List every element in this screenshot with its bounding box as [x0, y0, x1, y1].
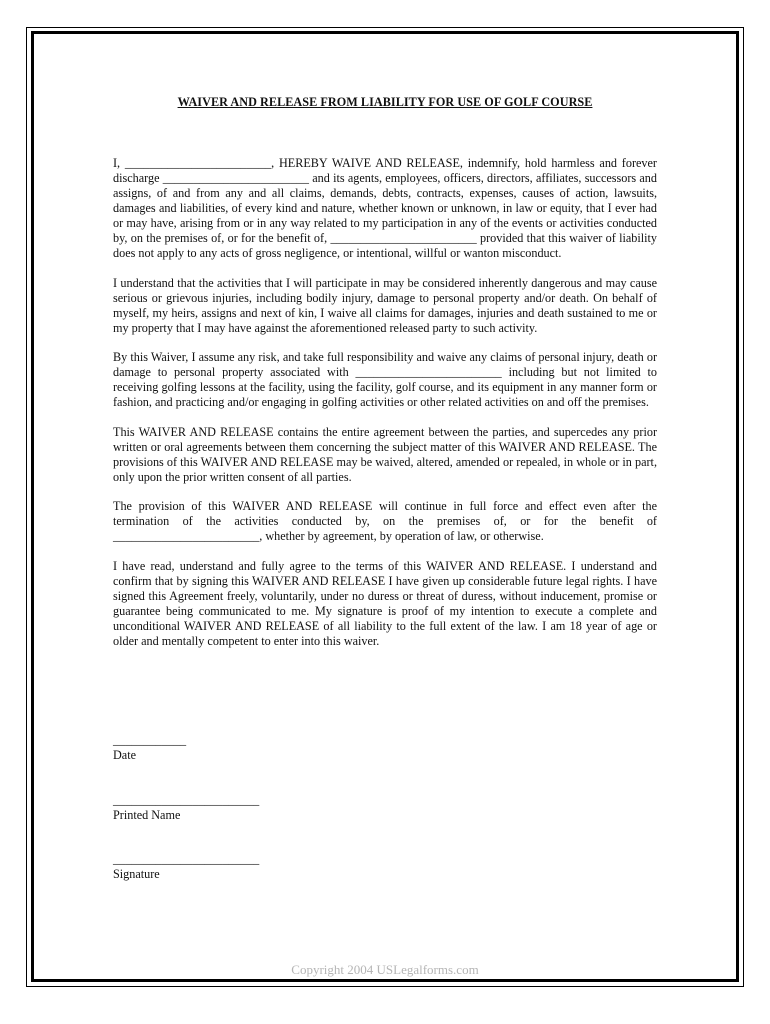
paragraph-entire-agreement: This WAIVER AND RELEASE contains the entire agreement between the parties, and supercedes any prior written or oral agreements between them concerning the subject matter of this WAIVER AND RELEASE. The provisions of this WAIVER AND RELEASE may be waived, altered, amended or repealed, in whole or in part, only upon the prior written consent of all parties.	[113, 424, 657, 484]
signature-label: Signature	[113, 867, 160, 881]
signature-line: ________________________	[113, 852, 260, 866]
paragraph-inherent-danger: I understand that the activities that I will participate in may be considered inherently dangerous and may cause serious or grievous injuries, including bodily injury, damage to personal property and/or death. On behalf of myself, my heirs, assigns and next of kin, I waive all claims for damages, injuries and death sustained to me or my property that I may have against the aforementioned released party to such activity.	[113, 275, 657, 335]
printed-name-block	[113, 793, 259, 823]
paragraph-release: I, ________________________, HEREBY WAIVE AND RELEASE, indemnify, hold harmless and forever discharge ________________________ and its agents, employees, officers, directors, affiliates, successors and assigns, of and from any and all claims, demands, debts, contracts, expenses, causes of action, lawsuits, damages and liabilities, of every kind and nature, whether known or unknown, in law or equity, that I ever had or may have, arising from or in any way related to my participation in any of the events or activities conducted by, on the premises of, or for the benefit of, ________________________ provided that this waiver of liability does not apply to any acts of gross negligence, or intentional, willful or wanton misconduct.	[113, 156, 657, 260]
paragraph-assumption-of-risk: By this Waiver, I assume any risk, and take full responsibility and waive any claims of personal injury, death or damage to personal property associated with ________________________ including but not limited to receiving golfing lessons at the facility, using the facility, golf course, and its equipment in any manner form or fashion, and practicing and/or engaging in golfing activities or other related activities on and off the premises.	[113, 350, 657, 410]
date-block	[113, 733, 186, 763]
paragraph-acknowledgement: I have read, understand and fully agree to the terms of this WAIVER AND RELEASE. I understand and confirm that by signing this WAIVER AND RELEASE I have given up considerable future legal rights. I have signed this Agreement freely, voluntarily, under no duress or threat of duress, without inducement, promise or guarantee being communicated to me. My signature is proof of my intention to execute a complete and unconditional WAIVER AND RELEASE of all liability to the full extent of the law. I am 18 year of age or older and mentally competent to enter into this waiver.	[113, 558, 657, 648]
printed-name-label: Printed Name	[113, 808, 181, 822]
document-title: WAIVER AND RELEASE FROM LIABILITY FOR USE OF GOLF COURSE	[177, 95, 593, 109]
date-label: Date	[113, 748, 137, 762]
date-line: ____________	[113, 733, 187, 747]
signature-block	[113, 852, 259, 882]
printed-name-line: ________________________	[113, 793, 260, 807]
copyright-footer: Copyright 2004 USLegalforms.com	[291, 962, 479, 977]
document-body	[113, 156, 657, 664]
paragraph-survival: The provision of this WAIVER AND RELEASE will continue in full force and effect even after the termination of the activities conducted by, on the premises of, or for the benefit of ________________________, whether by agreement, by operation of law, or otherwise.	[113, 499, 657, 544]
